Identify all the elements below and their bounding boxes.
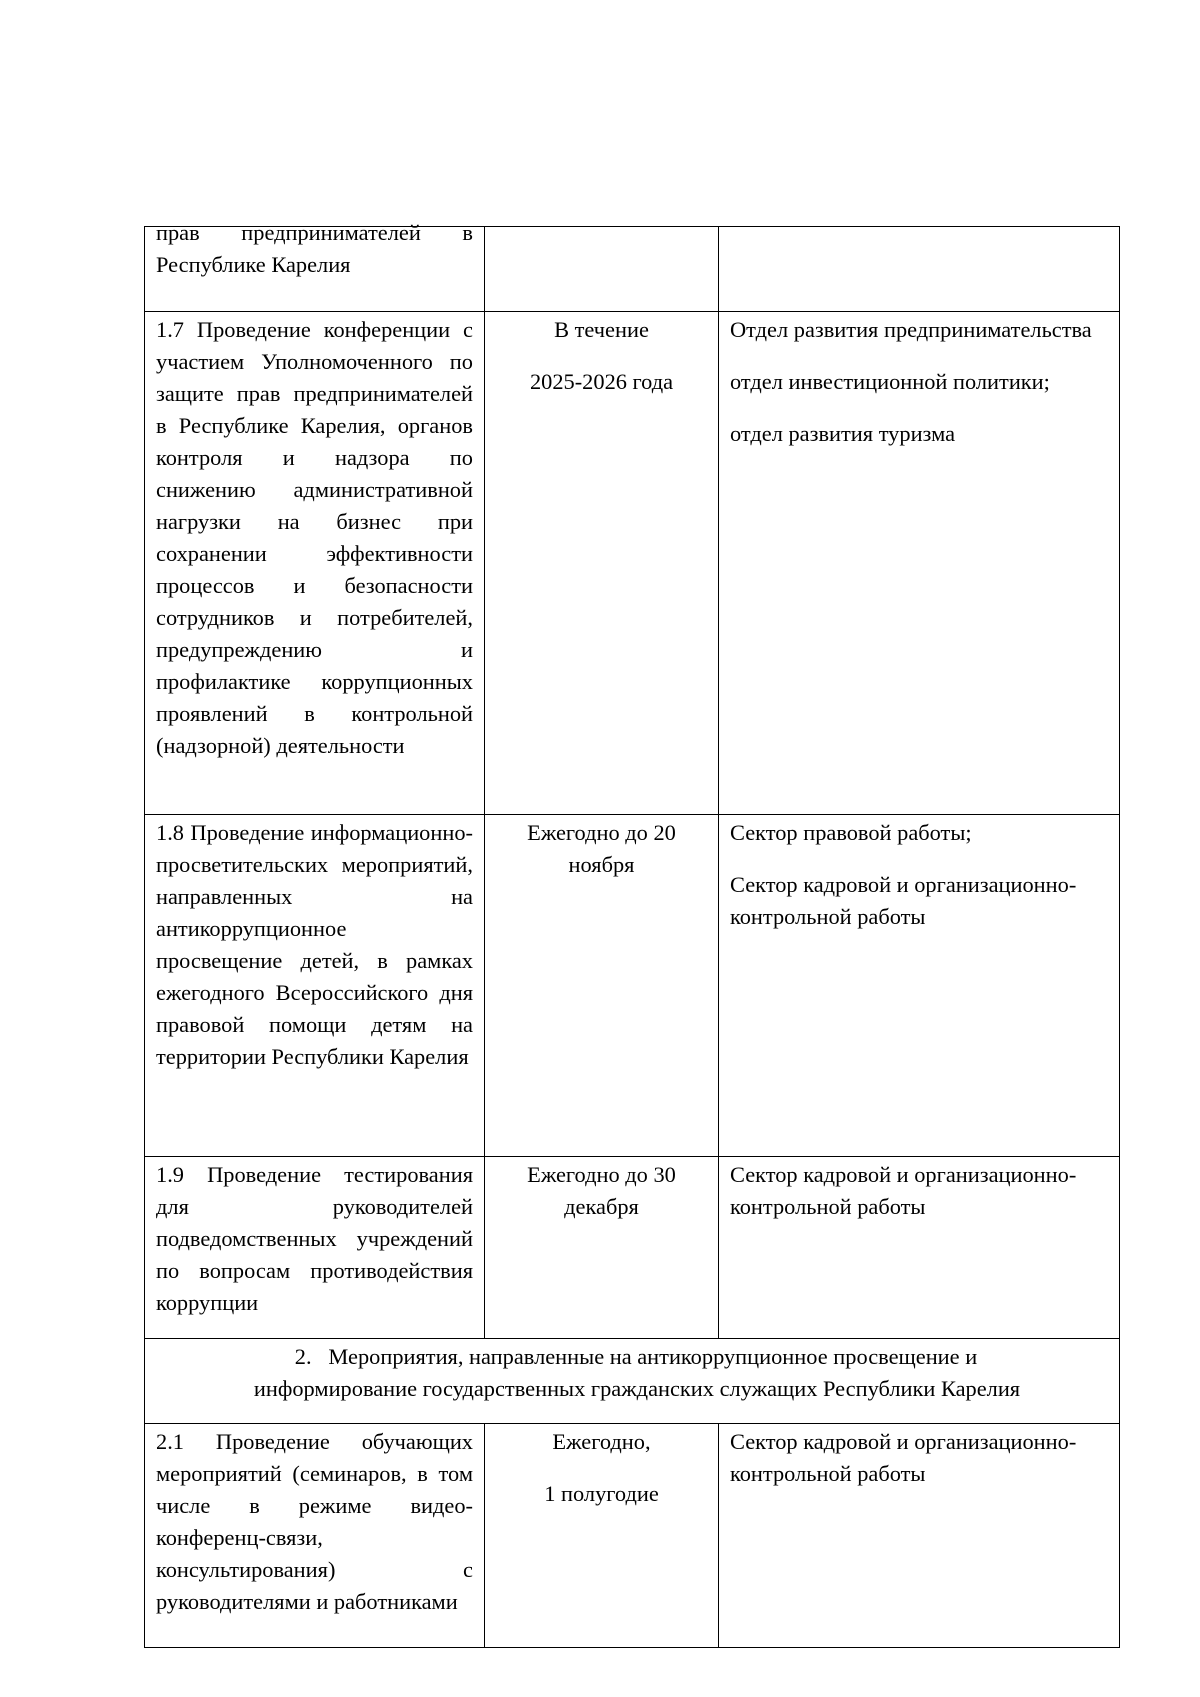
responsible-cell [719,312,1120,815]
deadline-text: Ежегодно, [552,1429,651,1454]
deadline-cell [485,1424,719,1648]
measure-cell [145,312,485,815]
responsible-text: Сектор правовой работы; [730,820,972,845]
responsible-text: Сектор кадровой и организационно-контрольной работы [730,1162,1077,1219]
responsible-cell [719,227,1120,312]
responsible-cell [719,815,1120,1157]
deadline-cell [485,1157,719,1339]
section-title-line2: информирование государственных гражданских служащих Республики Карелия [253,1376,1021,1401]
responsible-text: отдел инвестиционной политики; [730,369,1050,394]
section-number: 2. [294,1344,312,1369]
deadline-text: Ежегодно до 30 декабря [527,1162,676,1219]
deadline-cell [485,227,719,312]
table-row [145,1157,1120,1339]
section-heading-cell [145,1339,1120,1424]
table-row [145,312,1120,815]
deadline-text: Ежегодно до 20 ноября [527,820,676,877]
measure-cell [145,220,485,312]
section-heading [156,1341,1108,1373]
measure-cell [145,1157,485,1339]
table-row [145,815,1120,1157]
responsible-cell [719,1424,1120,1648]
deadline-text: 2025-2026 года [529,369,674,394]
measure-text: прав предпринимателей в Республике Карелия [156,220,473,277]
responsible-cell [719,1157,1120,1339]
plan-table [144,220,1120,1648]
measure-text: 1.7 Проведение конференции с участием Уполномоченного по защите прав предпринимателей в Республике Карелия, органов контроля и надзора по снижению административной нагрузки на бизнес при сохранении эффективности процессов и безопасности сотрудников и потребителей, предупреждению и профилактике коррупционных проявлений в контрольной (надзорной) деятельности [156,317,473,758]
measure-text: 2.1 Проведение обучающих мероприятий (семинаров, в том числе в режиме видео-конференц-связи, консультирования) с руководителями и работниками [156,1429,473,1614]
measure-cell [145,1424,485,1648]
deadline-text: В течение [554,317,649,342]
deadline-cell [485,815,719,1157]
deadline-cell [485,312,719,815]
responsible-text: отдел развития туризма [730,421,956,446]
table-row [145,1424,1120,1648]
section-title-line1: Мероприятия, направленные на антикоррупционное просвещение и [328,1344,978,1369]
deadline-text: 1 полугодие [544,1481,659,1506]
responsible-text: Отдел развития предпринимательства [730,317,1092,342]
measure-cell [145,815,485,1157]
responsible-text: Сектор кадровой и организационно-контрольной работы [730,872,1077,929]
measure-text: 1.9 Проведение тестирования для руководителей подведомственных учреждений по вопросам противодействия коррупции [156,1162,473,1315]
measure-text: 1.8 Проведение информационно-просветительских мероприятий, направленных на антикоррупционное просвещение детей, в рамках ежегодного Всероссийского дня правовой помощи детям на территории Республики Карелия [156,820,473,1069]
table-row [145,227,1120,312]
section-row [145,1339,1120,1424]
responsible-text: Сектор кадровой и организационно-контрольной работы [730,1429,1077,1486]
